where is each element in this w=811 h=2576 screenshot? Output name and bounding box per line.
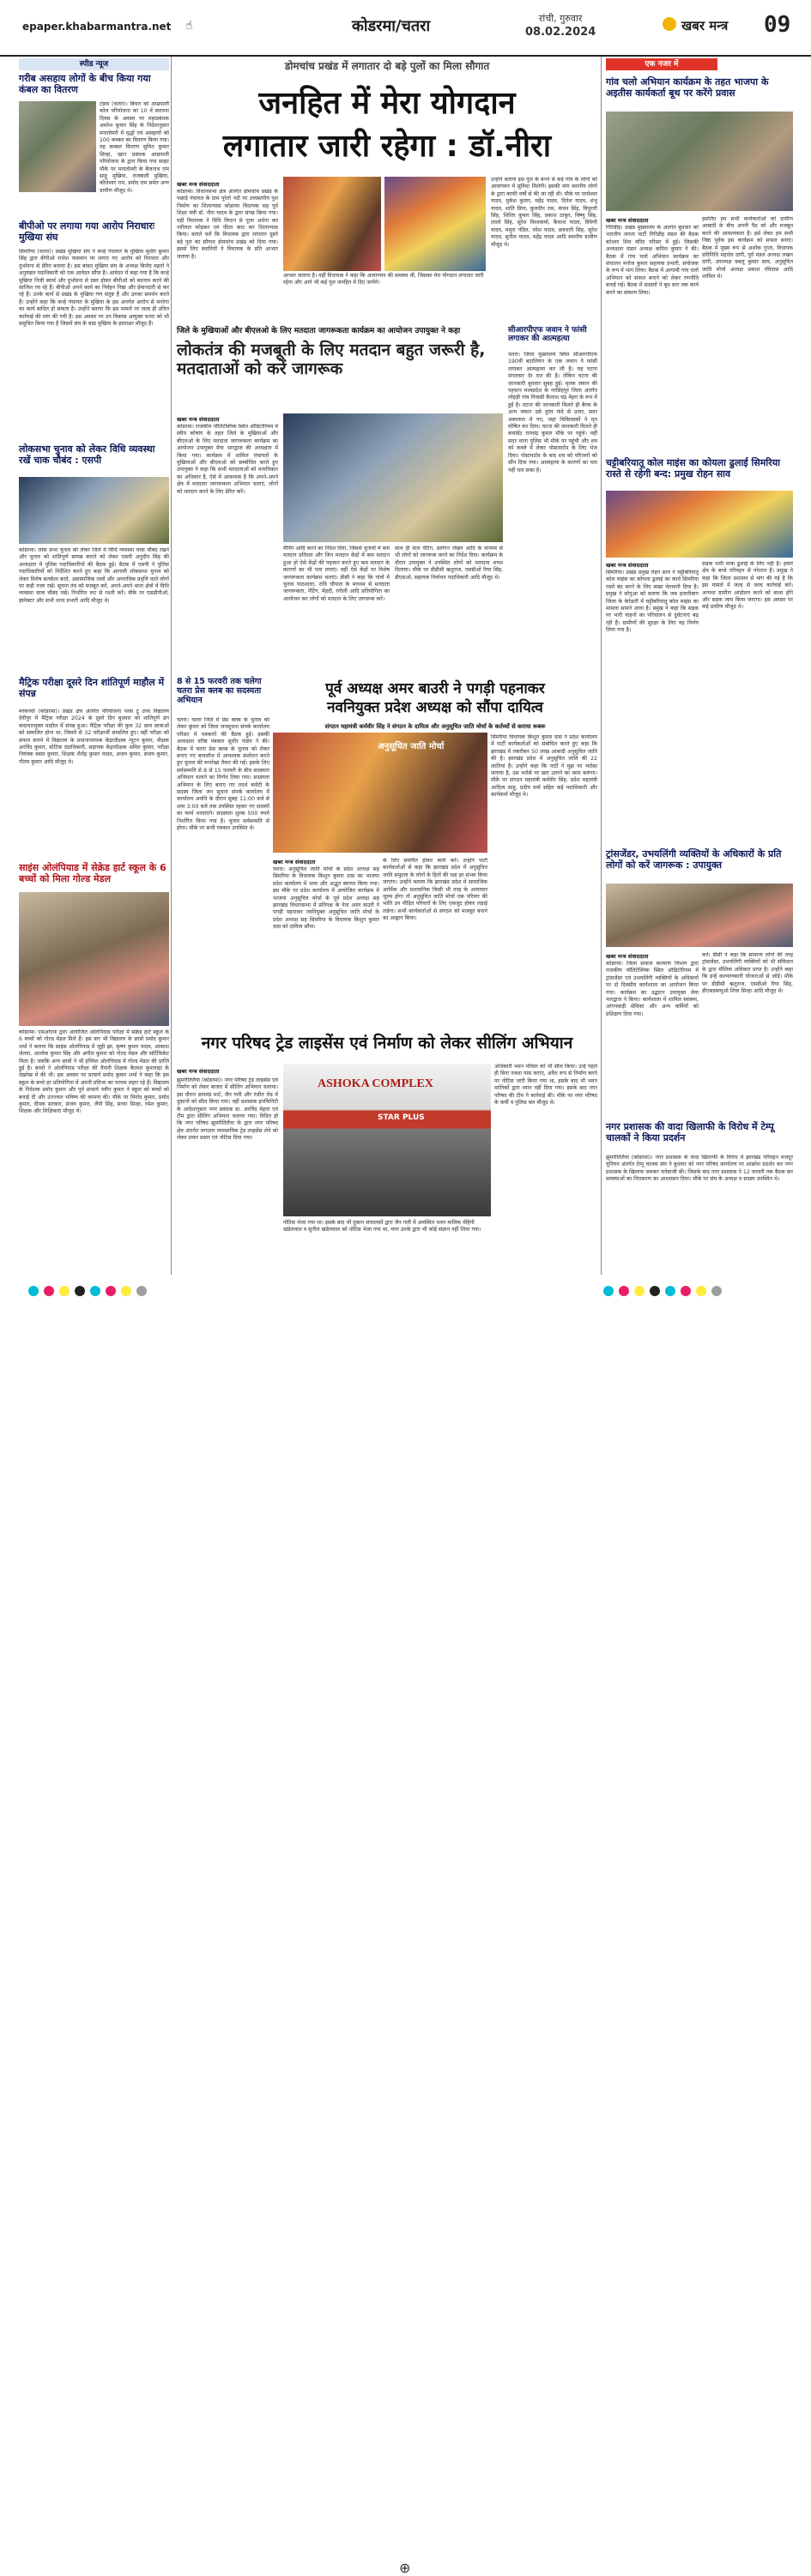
story-headline: सीआरपीएफ जवान ने फांसी लगाकर की आत्महत्या	[508, 326, 587, 344]
story-photo	[606, 491, 793, 558]
byline: खबर मन्त्र संवाददाता	[606, 217, 649, 224]
story-text: चतरा। अनुसूचित जाति मोर्चा के प्रदेश अध्यक्ष सह सिमरिया के विधायक किशुन कुमार दास का भाजपा प्रदेश कार्यालय में भव्य और अद्भुत स्वागत किया गया। इस मौके पर प्रदेश कार्यालय में आयोजित कार्यक्रम में भाजपा अनुसूचित मोर्चा के पूर्व प्रदेश अध्यक्ष सह झारखंड विधानसभा में प्रतिपक्ष के नेता अमर बाउरी ने पगड़ी पहनाकर नवनियुक्त अनुसूचित जाति मोर्चा के प्रदेश अध्यक्ष सह सिमरिया के विधायक किशुन कुमार दास को दायित्व सौंपा।	[273, 866, 379, 931]
byline: खबर मन्त्र संवाददाता	[606, 562, 649, 569]
column-divider	[601, 57, 602, 1275]
story-headline-line1: पूर्व अध्यक्ष अमर बाउरी ने पगड़ी पहनाकर	[325, 680, 545, 697]
story-text: सड़क भारी मात्रा ढुलाई के लिए नहीं है। हमारे क्षेत्र के बच्चे परिवहन से परेशान हैं। प्रमुख ने कहा कि जिला प्रशासन से मांग की गई है कि इस मामले में जल्द से जल्द कार्रवाई करें। अन्यथा ग्रामीण आंदोलन करने को बाध्य होंगे और सड़क जाम किया जाएगा। इस अवसर पर कई ग्रामीण मौजूद थे।	[702, 561, 793, 611]
story-photo	[19, 892, 169, 1026]
story-headline: गांव चलो अभियान कार्यक्रम के तहत भाजपा के अइतीस कार्यकर्ता बूथ पर करेंगे प्रवास	[606, 76, 769, 99]
color-dots-right	[601, 1283, 724, 1300]
story-text: कोडरमा। विधानसभा क्षेत्र अंतर्गत डोमचांच प्रखंड के पछाड़े पंचायत के ग्राम पुरेतो नदी पर उच्चस्तरीय पुल निर्माण का शिलान्यास कोडरमा विधायक सह पूर्व शिक्षा मंत्री डॉ. नीरा यादव के द्वारा संपन्न किया गया। वहीं विधायक ने विधि विधान से पूजा अर्चना कर नारियल फोड़कर एवं फीता काट कर शिलान्यास किया। बताते चलें कि विधायक द्वारा लगातार दूसरे बड़े पुल का सौगात डोमचांच प्रखंड को दिया गया। इससे लिए स्थानियों ने विधायक के प्रति आभार जताया है।	[177, 189, 278, 260]
story-photo	[606, 112, 793, 211]
city-day: रांची, गुरुवार	[538, 13, 583, 24]
registration-dot-icon	[619, 1286, 629, 1296]
story-photo	[606, 884, 793, 947]
section-title: कोडरमा/चतरा	[352, 17, 431, 35]
lead-overline: डोमचांच प्रखंड में लगातार दो बड़े पुलों का मिला सौगात	[284, 60, 490, 72]
story-text: के लिए समर्पित होकर कार्य करें। उन्होंने पार्टी कार्यकर्ताओं से कहा कि झारखंड प्रदेश में अनुसूचित जाति समुदाय के लोगों के हितों की रक्षा हर संभव किया जाएगा। उन्होंने बताया कि झारखंड प्रदेश में सामाजिक आर्थिक और प्रशासनिक किसी भी तरह के अत्याचार जुल्म होगा तो अनुसूचित जाति मोर्चा एक परिवार की भांति उन पीड़ित परिवारों के लिए एकजुट होकर लड़ाई लड़ेगा। सभी कार्यकर्ताओं से संगठन को मजबूत बनाने का आह्वान किया।	[383, 858, 487, 922]
story-text: कोडरमा। लोक सभा चुनाव को लेकर जिले में विधि व्यवस्था चाक चौबंद रखने और चुनाव को शांतिपूर्ण सम्पन्न कराने को लेकर एसपी अनुदीप सिंह की अध्यक्षता में पुलिस पदाधिकारियों की बैठक हुई। बैठक में एसपी ने पुलिस पदाधिकारियों को निर्देशित करते हुए कहा कि आगामी लोकसभा चुनाव को लेकर विशेष सतर्कता बरतें, असामाजिक तत्वों और अपराधिक प्रवृत्ति वाले लोगों पर कड़ी नजर रखें। सूचना तंत्र को मजबूत करें, अपने-अपने थाना क्षेत्रों में विधि व्यवस्था चाक चौबंद रखें। निर्धारित रूट से गश्ती करें। मौके पर एसडीपीओ, इंस्पेक्टर और सभी थाना प्रभारी आदि मौजूद थे।	[19, 547, 169, 604]
story-text: चतरा। जिला मुख्यालय स्थित सीआरपीएफ 190वीं बटालियन के एक जवान ने फांसी लगाकर आत्महत्या कर ली है। यह घटना मंगलवार देर रात की है। लेकिन घटना की जानकारी बुधवार सुबह हुई। मृतक जवान की पहचान मध्यप्रदेश के नरसिंहपुर जिला अंतर्गत लोहड़ी गांव निवासी कैलाश चंद्र मेहरा के रूप में हुई है। घटना की जानकारी मिलते ही बैरक के अन्य जवान उसे तुरंत फंदे से उतार, सदर अस्पताल ले गए, जहां चिकित्सकों ने मृत घोषित कर दिया। घटना की जानकारी मिलते ही कमांडेंट रामचंद्र कुमार मौके पर पहुंचे। वहीं सदर थाना पुलिस भी मौके पर पहुंची और शव को कब्जे में लेकर पोस्टमार्टम के लिए भेज दिया। पोस्टमार्टम के बाद शव को परिजनों को सौंप दिया गया। आत्महत्या के कारणों का पता नहीं चल सका है।	[508, 352, 597, 474]
story-headline: गरीब असहाय लोगों के बीच किया गया कंबल का वितरण	[19, 73, 151, 95]
story-text: कोडरमा। जिला समाज कल्याण विभाग द्वारा राजकीय पॉलिटेक्निक स्थित ऑडिटोरियम में ट्रांसजेंडर एवं उभयलिंगी व्यक्तियों के अधिकारों पर दो दिवसीय कार्यशाला का आयोजन किया गया। कार्यक्रम का उद्घाटन उपायुक्त मेघा भारद्वाज ने किया। कार्यशाला में शामिल स्वास्थ्य, आंगनबाड़ी सेविका और अन्य कर्मियों को प्रशिक्षण दिया गया।	[606, 961, 699, 1017]
registration-dot-icon	[59, 1286, 70, 1296]
pointer-icon: ☝	[185, 19, 193, 33]
lead-headline-line1: जनहित में मेरा योगदान	[258, 86, 516, 121]
story-text: टंडवा (चतरा)। बिचार को आम्रपाली कोल परियोजना का 10 वें स्थापना दिवस के अवसर पर महाप्रबंधक अमरेश कुमार सिंह के निर्देशानुसार मनातोमरी में वृद्धों एवं असहायों को 100 कम्बल का वितरण किया गया। वह कम्बल वितरण सुमित कुमार सिन्हा, खान प्रबंधक आम्रपाली परियोजना के द्वारा किया गया साइट मौके पर मनातोमरी के बैजनाथ राम साहू मुखिया, राजकली मुखिया, कौलेश्वर राम, प्रमोद राम समेत अन्य ग्रामीण मौजूद थे।	[100, 101, 169, 194]
dateline	[525, 12, 596, 39]
story-text: इसलिए हम सभी कार्यकर्ताओं को ग्रामीण आबादी के बीच अपनी पैठ को और मजबूत करने की आवश्यकता है। इसे लेकर हम सभी निष्ठा पूर्वक इस कार्यक्रम को सफल बनाएं। बैठक में मुख्य रूप से अशोक गुप्ता, विधायक प्रतिनिधि महादेव दांगी, पूर्व मंडल अध्यक्ष लखन दांगी, उपाध्यक्ष बबलू कुमार साव, अनुसूचित जाति मोर्चा अध्यक्ष प्रकाश रविदास आदि शामिल थे।	[702, 216, 793, 281]
story-headline: बीपीओ पर लगाया गया आरोप निराधारः मुखिया संघ	[19, 220, 154, 243]
registration-dot-icon	[90, 1286, 100, 1296]
story-text: करें। डीसी ने कहा कि सामान्य लोगों की तरह ट्रांसजेंडर, उभयलिंगी व्यक्तियों को भी संविधान के द्वारा मौलिक अधिकार प्राप्त है। उन्होंने कहा कि इन्हें कल्याणकारी योजनाओं से जोड़ें। मौके पर डीडीसी ऋतुराज, एसडीओ रिया सिंह, डीएसडब्ल्यूओ शिवा सिन्हा आदि मौजूद थे।	[702, 952, 793, 995]
story-photo	[19, 477, 169, 544]
story-photo	[19, 101, 96, 192]
speed-news-tab: स्पीड न्यूज	[19, 58, 169, 70]
story-text: झुमरीतिलैया (कोडरमा)। नगर परिषद ट्रेड लाइसेंस एवं निर्माण को लेकर बाजार में सीलिंग अभियान चलाया। इस दौरान डायमंड मार्ट, जैन गली और रंजीत रोड में दुकानों को सील किया गया। वहीं प्रशासक इनफिनिटी के आदेशानुसार नगर प्रबंधक डा. अरविंद मेहता एवं टीम द्वारा सीलिंग अभियान चलाया गया। विदित हो कि नगर परिषद झुमरीतिलैया के द्वारा नगर परिषद क्षेत्र अंतर्गत लगातार व्यवसायिक ट्रेड लाइसेंस लेने को लेकर प्रचार प्रसार एवं नोटिस दिया गया।	[177, 1077, 278, 1142]
crosshair-icon: ⊕	[399, 2560, 411, 2576]
story-text: सिमरिया (चतरा)। प्रखंड मुखिया संघ ने कन्हे पंचायत के मुखिया सुधीर कुमार सिंह द्वारा बीपीओ राजेश पासवान पर लगाए गए आरोप को निराधार और दुर्भावना से प्रेरित बताया है। इस बाबत मुखिया संघ के अध्यक्ष बिनोद महतो ने अनुमंडल पदाधिकारी को एक आवेदन सौंपा है। आवेदन में कहा गया है कि कन्हे मुखिया निजी स्वार्थ और दुर्भावना से ग्रस्त होकर बीपीओ को बदनाम करने की साजिश रच रहे हैं। बीपीओ अपने कार्य का निर्वहन निष्ठा और ईमानदारी से कर रहे हैं। उनके कार्य से प्रखंड के मुखिया गण संतुष्ट हैं और उनका समर्थन करते हैं। उन्होंने कहा कि कन्हे पंचायत के मुखिया के इस अनर्गल आरोप से मनरेगा का कार्य बाधित हो सकता है। उन्होंने बताया कि इस मामले पर जल्द ही उचित कार्रवाई की मांग की गयी है। इस अवसर पर उप विकास आयुक्त चतरा को भी समुचित किया गया है जिसमें संघ के बाद्य मुखिया के हस्ताक्षर मौजूद हैं।	[19, 249, 169, 328]
story-headline: मैट्रिक परीक्षा दूसरे दिन शांतिपूर्ण माहौल में संपन्न	[19, 677, 165, 699]
story-text: मैपिंग आदि करने का निर्देश दिया, जिससे चुनावों में कम मतदान प्रतिशत और जिन मतदान केंद्रों में कम मतदान हुआ हो ऐसे केंद्रों की पहचान करते हुए कम मतदान के कारणों का भी पता लगाएं। वहीं ऐसे केंद्रों पर विशेष जागरूकता कार्यक्रम चलाएं। डीसी ने कहा कि गांवों में चुनाव पाठशाला, रात्रि चौपाल के माध्यम से मतदाता जागरूकता, पेंटिंग, मेंहदी, रंगोली आदि प्रतियोगिता का आयोजन कर लोगों को मतदान के लिए जागरूक करें।	[283, 546, 390, 602]
story-headline: नगर प्रशासक की वादा खिलाफी के विरोध में टेम्पू चालकों ने किया प्रदर्शन	[606, 1121, 774, 1143]
byline: खबर मन्त्र संवाददाता	[177, 416, 220, 423]
story-text: झुमरीतिलैया (कोडरमा)। नगर प्रशासक के वादा खिलाफी के विरोध में झारखंड परिवहन मजदूर यूनियन अंतर्गत टेम्पू चालक संघ ने बुधवार को नगर परिषद कार्यालय पर आक्रोश प्रदर्शन कर नगर प्रशासक के खिलाफ जमकर नारेबाजी की। जिसके बाद नगर प्रशासक ने 12 फरवरी तक बैठक कर समस्याओं का निराकरण का आश्वासन दिया। मौके पर संघ के अध्यक्ष व सदस्य उपस्थित थे।	[606, 1155, 793, 1183]
registration-dot-icon	[650, 1286, 660, 1296]
byline: खबर मन्त्र संवाददाता	[177, 1068, 220, 1075]
story-text: साथ ही वाल पेंटिंग, स्लोगन लेखन आदि के माध्यम से भी लोगों को जागरूक करने का निर्देश दिया। कार्यक्रम के दौरान उपायुक्त ने उपस्थित लोगों को मतदाता शपथ दिलाया। मौके पर डीडीसी ऋतुराज, एसडीओ रिया सिंह, डीएसओ, सहायक निर्वाचन पदाधिकारी आदि मौजूद थे।	[395, 546, 503, 581]
footer-registration-marks	[0, 1276, 811, 2576]
story-text: सिमरिया। प्रखंड प्रमुख रोहन साव ने चट्टीबरियातू कोल माइंस का कोयला ढुलाई का कार्य सिमरिया रास्ते बंद करने के लिए सख्त चेतावनी दिया है। प्रमुख ने सोनुआ को बताया कि जब हजारीबाग जिला के केरेडारी में चट्टीबरियातू कोल माइंस का मामला सामने आया है। प्रमुख ने कहा कि सड़क पर भारी वाहनों का परिचालन से दुर्घटनाएं बढ़ रही हैं। ग्रामीणों की सुरक्षा के लिए यह निर्णय लिया गया है।	[606, 570, 699, 634]
registration-dot-icon	[28, 1286, 39, 1296]
story-text: कोडरमा। एसओएफ द्वारा आयोजित ओलंपियाड परीक्षा में सेक्रेड हार्ट स्कूल के 6 बच्चों को गोल्ड मेडल मिले हैं। इस बार भी विद्यालय के छात्रों प्रमोद कुमार शर्मा ने बताया कि साइंस ओलंपियाड में जूही झा, कृष्ण कुमार यादव, आकाश जेतवा, आलोक कुमार सिंह और अनीश कुमार को गोल्ड मेडल और सर्टिफिकेट मिला है। जबकि अन्य छात्रों ने भी इंग्लिश ओलंपियाड में गोल्ड मेडल की प्राप्ति हुई है। बच्चों ने ओलंपियाड परीक्षा की तैयारी शिक्षक कैलाश कुशवाहा के देखरेख में की थी। इस अवसर पर प्राचार्य प्रमोद कुमार शर्मा ने कहा कि इस स्कूल के बच्चे हर प्रतियोगिता में अपनी प्रतिभा का परचम लहरा रहे हैं। विद्यालय के निदेशक प्रमोद कुमार और पूर्व प्राचार्य नवीन कुमार ने स्कूल को बच्चों को बधाई दी और उज्ज्वल भविष्य की कामना की। मौके पर विनोद कुमार, प्रमोद कुमार, दीपक सरकार, संजय कुमार, जैपी सिंह, संध्या सिन्हा, रमेश कुमार, शिक्षक और शिक्षिकाएं मौजूद थे।	[19, 1029, 169, 1115]
story-headline: नगर परिषद ट्रेड लाइसेंस एवं निर्माण को लेकर सीलिंग अभियान	[201, 1034, 573, 1053]
byline: खबर मन्त्र संवाददाता	[606, 953, 649, 960]
registration-dot-icon	[665, 1286, 675, 1296]
story-kicker: संगठन महामंत्री कर्मवीर सिंह ने संगठन के दायित्व और अनुसूचित जाति मोर्चा के कर्तव्यों से कराया रूबरू	[324, 723, 546, 730]
story-photo	[283, 413, 503, 542]
brand-logo-icon	[663, 17, 676, 31]
byline: खबर मन्त्र संवाददाता	[273, 859, 316, 866]
registration-dot-icon	[75, 1286, 85, 1296]
brand-name: खबर मन्त्र	[681, 18, 729, 33]
story-headline: ट्रांसजेंडर, उभयलिंगी व्यक्तियों के अधिकारों के प्रति लोगों को करें जागरूक : उपायुक्त	[606, 848, 782, 871]
story-text: कोडरमा। राजकीय पॉलिटेक्निक स्थित ऑडिटोरियम में स्वीप कोषांग के तहत जिले के मुखियाओं और बीएलओ के लिए मतदाता जागरूकता कार्यक्रम का आयोजन उपायुक्त मेघा भारद्वाज की अध्यक्षता में किया गया। कार्यक्रम में शामिल पंचायतों के मुखियाओं और बीएलओ को सम्बोधित करते हुए उपायुक्त ने कहा कि सभी मतदाताओं को मताधिकार का अधिकार है, ऐसे में आवश्यक है कि अपने-अपने क्षेत्र में मतदाता जागरूकता अभियान चलाएं, लोगों को मतदान करने के लिए प्रेरित करें।	[177, 424, 278, 495]
story-headline: चट्टीबरियातू कोल माइंस का कोयला ढुलाई सिमरिया रास्ते से रहेगी बन्द: प्रमुख रोहन साव	[606, 457, 780, 480]
color-dots-left	[26, 1283, 149, 1300]
story-headline: लोकसभा चुनाव को लेकर विधि व्यवस्था रखें चाक चौबंद : एसपी	[19, 443, 155, 466]
photo-caption: आभार जताया है। वहीं विधायक ने कहा कि आवागमन की समस्या थी, जिसका मेरा योगदान लगातार जारी रहेगा और आगे भी कई पुल जनहित में दिए जायेंगे।	[283, 273, 484, 286]
photo-caption: नोटिस भेजा गया था। इसके बाद भी दुकान संचालकों द्वारा जैन गली में अवस्थित भवन मालिक मेहिनी खंडेलवाल व सुनील खंडेलवाल को नोटिस भेजा गया था, मगर उनके द्वारा भी कोई संज्ञान नहीं लिया गया।	[283, 1220, 481, 1233]
story-headline: लोकतंत्र की मजबूती के लिए मतदान बहुत जरूरी है, मतदाताओं को करें जागरूक	[177, 341, 486, 378]
story-text: उन्होंने बताया इस पुल के बनने से कई गांव के लोगों को आवागमन में सुविधा मिलेगी। इसकी मांग स्थानीय लोगों के द्वारा काफी वर्षों से की जा रही थी। मौके पर परमेश्वर यादव, मुकेश कुमार, महेंद्र यादव, दिनेश यादव, शंभू यादव, शांति प्रिया, कुलदीप राम, कंचन सिंह, त्रिपुरारी सिंह, शिशिर कुमार सिंह, प्रकाश ठाकुर, विष्णु सिंह, लालो सिंह, सुरेश विश्वकर्मा, कैलाश यादव, त्रिवेणी यादव, मथुरा पंडित, रमेश यादव, छत्रधारी सिंह, सुरेश यादव, सुनील यादव, महेंद्र यादव आदि स्थानीय ग्रामीण मौजूद थे।	[491, 177, 597, 248]
column-divider	[171, 57, 172, 1275]
registration-dot-icon	[106, 1286, 116, 1296]
site-url[interactable]: epaper.khabarmantra.net	[22, 21, 172, 33]
lead-photo	[384, 177, 486, 271]
registration-dot-icon	[634, 1286, 645, 1296]
shop-photo	[283, 1064, 491, 1216]
lead-headline-line2: लगातार जारी रहेगा : डॉ.नीरा	[222, 129, 552, 164]
story-text: गिरिडीह। प्रखंड मुख्यालय के अंतर्गत बुधवार को भारतीय जनता पार्टी गिरिडीह मंडल की बैठक बटेश्वर शिव मंदिर परिसर में हुई। जिसकी अध्यक्षता मंडल अध्यक्ष कपिल कुमार ने की। बैठक में गांव चलो अभियान कार्यक्रम का संचालन मनोज कुमार सहायक प्रभारी, संयोजक के रूप में भाग लिया। बैठक में आगामी गांव चलो अभियान को सफल बनाने को लेकर रणनीति बनाई गई। बैठक में सदस्यों ने बूथ स्तर तक कार्य करने का संकल्प लिया।	[606, 225, 699, 296]
registration-dot-icon	[711, 1286, 722, 1296]
shop-sign-text: STAR PLUS	[378, 1113, 425, 1122]
registration-dot-icon	[603, 1286, 614, 1296]
story-text: मरकच्चो (कोडरमा)। प्रखंड क्षेत्र अंतर्गत परियोजना प्लस टू उच्च विद्यालय देवीपुर में मैट्रिक परीक्षा 2024 के दूसरे दिन बुधवार को शांतिपूर्ण ढंग कदाचारमुक्त माहौल में संपन्न हुआ। मैट्रिक परीक्षा की कुल 32 छात्र छात्राओं को सम्मलित होना था, जिसमें से 32 परीक्षार्थी सम्मलित हुए। वहीं परीक्षा को सफल बनाने में विद्यालय के प्रधानाध्यापक केंद्राधीक्षक न्यूटन कुमार, वीक्षक अरविंद कुमार, स्टेटिक दंडाधिकारी, सहायक केंद्राधीक्षक अमित कुमार, परीक्षा नियंत्रक बसंत कुमार, शिक्षक शैलेंद्र कुमार यादव, अजय कुमार, संजय कुमार, गौतम कुमार आदि मौजूद थे।	[19, 709, 169, 765]
shop-sign-text: ASHOKA COMPLEX	[318, 1077, 433, 1090]
story-headline-line2: नवनियुक्त प्रदेश अध्यक्ष को सौंपा दायित्व	[327, 699, 543, 716]
page-number: 09	[764, 12, 791, 38]
registration-dot-icon	[44, 1286, 54, 1296]
registration-dot-icon	[121, 1286, 131, 1296]
story-text: सिमरिया विधायक किशुन कुमार दास ने प्रदेश कार्यालय में पार्टी कार्यकर्ताओं को संबोधित करते हुए कहा कि झारखंड में तकरीबन 50 लाख आबादी अनुसूचित जाति की है। झारखंड प्रदेश में अनुसूचित जाति की 22 जातियां हैं। उन्होंने कहा कि पार्टी ने मुझ पर भरोसा जताया है, उस भरोसे पर खरा उतरने का काम करूंगा। मौके पर संगठन महामंत्री कर्मवीर सिंह, प्रदेश महामंत्री आदित्य साहू, प्रदीप वर्मा सहित कई पदाधिकारी और कार्यकर्ता मौजूद थे।	[491, 734, 597, 799]
story-headline: 8 से 15 फरवरी तक चलेगा चतरा प्रेस क्लब का सदस्यता अभियान	[177, 677, 262, 705]
registration-dot-icon	[681, 1286, 691, 1296]
photo-banner-text: अनुसूचित जाति मोर्चा	[378, 742, 445, 751]
registration-dot-icon	[696, 1286, 706, 1296]
story-text: चतरा। चतरा जिले में प्रेस क्लब के चुनाव को लेकर कुंवार को जिला जनसूचना संपर्क कार्यालय परिसर में पत्रकारों की बैठक हुई। इसकी अध्यक्षता वरिष्ठ पत्रकार सुधीर पांडेय ने की। बैठक में चतरा प्रेस क्लब के चुनाव को लेकर बनाए गए बायलॉज में आवश्यक संशोधन करते हुए चुनाव की रूपरेखा तैयार की गई। इसके लिए सर्वसम्मति से 8 से 15 फरवरी के बीच सदस्यता अभियान चलाने का निर्णय लिया गया। सदस्यता अभियान के लिए बनाए गए तदर्थ कमेटी के सदस्य जिला जन सूचना संपर्क कार्यालय में कार्यालय अवधि के दौरान सुबह 11:00 बजे से शाम 3:00 बजे तक उपस्थित रहकर नए सदस्यों का फार्म भरवाएंगे। सदस्यता शुल्क 500 रुपये निर्धारित किया गया है। चुनाव सर्वसम्मति से होगा। मौके पर सभी पत्रकार उपस्थित थे।	[177, 717, 269, 832]
story-kicker: जिले के मुखियाओं और बीएलओ के लिए मतदाता जागरूकता कार्यक्रम का आयोजन उपायुक्त ने कहा	[177, 327, 461, 335]
registration-dot-icon	[136, 1286, 147, 1296]
story-headline: साइंस ओलंपियाड में सेक्रेड हार्ट स्कूल के 6 बच्चों को मिला गोल्ड मेडल	[19, 862, 166, 884]
masthead	[0, 0, 811, 57]
byline: खबर मन्त्र संवाददाता	[177, 181, 220, 188]
lead-photo	[283, 177, 381, 271]
story-text: अधिकारी भवन परिसर को भी सील किया। उन्हें पहले ही बिना नक्शा पास कराए, अवैध रूप से निर्माण करने पर नोटिस जारी किया गया था, इसके बाद भी भवन मालिकों द्वारा ध्यान नहीं दिया गया। इसके बाद नगर परिषद की टीम ने कार्रवाई की। मौके पर नगर परिषद के कर्मी व पुलिस बल मौजूद थे।	[494, 1064, 597, 1107]
date: 08.02.2024	[525, 26, 596, 39]
ek-nazar-tab: एक नजर में	[606, 58, 717, 70]
